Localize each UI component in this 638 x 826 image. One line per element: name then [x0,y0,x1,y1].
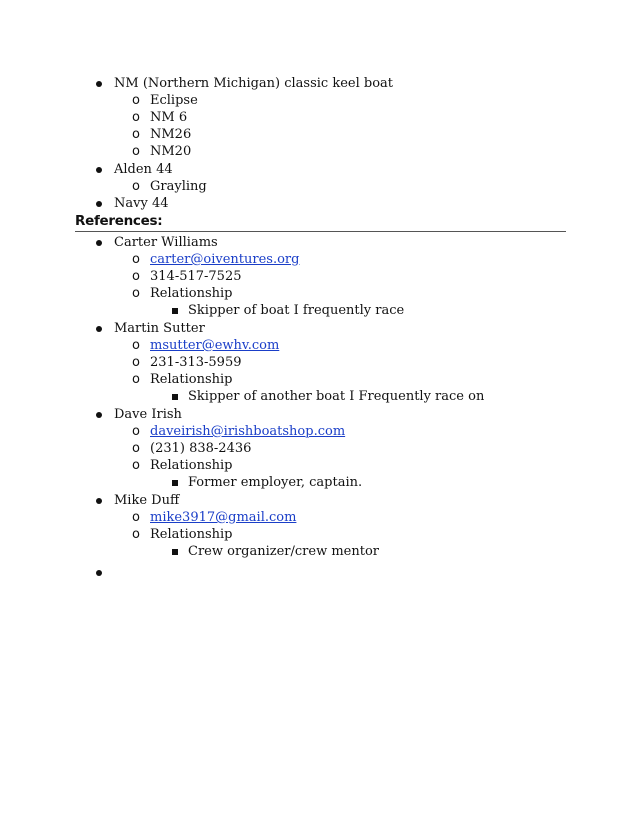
email-link[interactable]: daveirish@irishboatshop.com [150,424,346,439]
section-heading: References: [75,213,163,229]
reference-name: Carter Williams [114,235,218,250]
circle-bullet-icon: o [132,179,140,194]
circle-bullet-icon: o [132,252,140,267]
bullet-icon [96,167,102,173]
circle-bullet-icon: o [132,338,140,353]
phone-number: 231-313-5959 [150,355,242,370]
boat-model: Grayling [150,179,207,194]
circle-bullet-icon: o [132,93,140,108]
email-link[interactable]: carter@oiventures.org [150,252,300,267]
bullet-icon [96,412,102,418]
boat-name: Navy 44 [114,196,169,211]
circle-bullet-icon: o [132,424,140,439]
boat-model: NM 6 [150,110,188,125]
relationship-label: Relationship [150,458,233,473]
reference-name: Martin Sutter [114,321,205,336]
boat-name: Alden 44 [114,162,173,177]
bullet-icon [96,326,102,332]
boat-model: NM20 [150,144,192,159]
phone-number: 314-517-7525 [150,269,242,284]
relationship-text: Crew organizer/crew mentor [188,544,380,559]
relationship-text: Skipper of another boat I Frequently race on [188,389,485,404]
relationship-text: Skipper of boat I frequently race [188,303,405,318]
square-bullet-icon [172,394,178,400]
circle-bullet-icon: o [132,527,140,542]
circle-bullet-icon: o [132,286,140,301]
circle-bullet-icon: o [132,441,140,456]
reference-name: Dave Irish [114,407,182,422]
circle-bullet-icon: o [132,269,140,284]
bullet-icon [96,240,102,246]
boat-name: NM (Northern Michigan) classic keel boat [114,76,394,91]
boat-model: Eclipse [150,93,198,108]
bullet-icon [96,201,102,207]
reference-name: Mike Duff [114,493,180,508]
phone-number: (231) 838-2436 [150,441,252,456]
circle-bullet-icon: o [132,355,140,370]
square-bullet-icon [172,308,178,314]
relationship-label: Relationship [150,372,233,387]
circle-bullet-icon: o [132,144,140,159]
circle-bullet-icon: o [132,127,140,142]
heading-rule [75,231,566,232]
square-bullet-icon [172,549,178,555]
bullet-icon [96,498,102,504]
circle-bullet-icon: o [132,510,140,525]
relationship-text: Former employer, captain. [188,475,363,490]
circle-bullet-icon: o [132,110,140,125]
email-link[interactable]: msutter@ewhv.com [150,338,280,353]
circle-bullet-icon: o [132,372,140,387]
relationship-label: Relationship [150,527,233,542]
email-link[interactable]: mike3917@gmail.com [150,510,297,525]
bullet-icon [96,81,102,87]
boat-model: NM26 [150,127,192,142]
bullet-icon [96,570,102,576]
relationship-label: Relationship [150,286,233,301]
square-bullet-icon [172,480,178,486]
circle-bullet-icon: o [132,458,140,473]
